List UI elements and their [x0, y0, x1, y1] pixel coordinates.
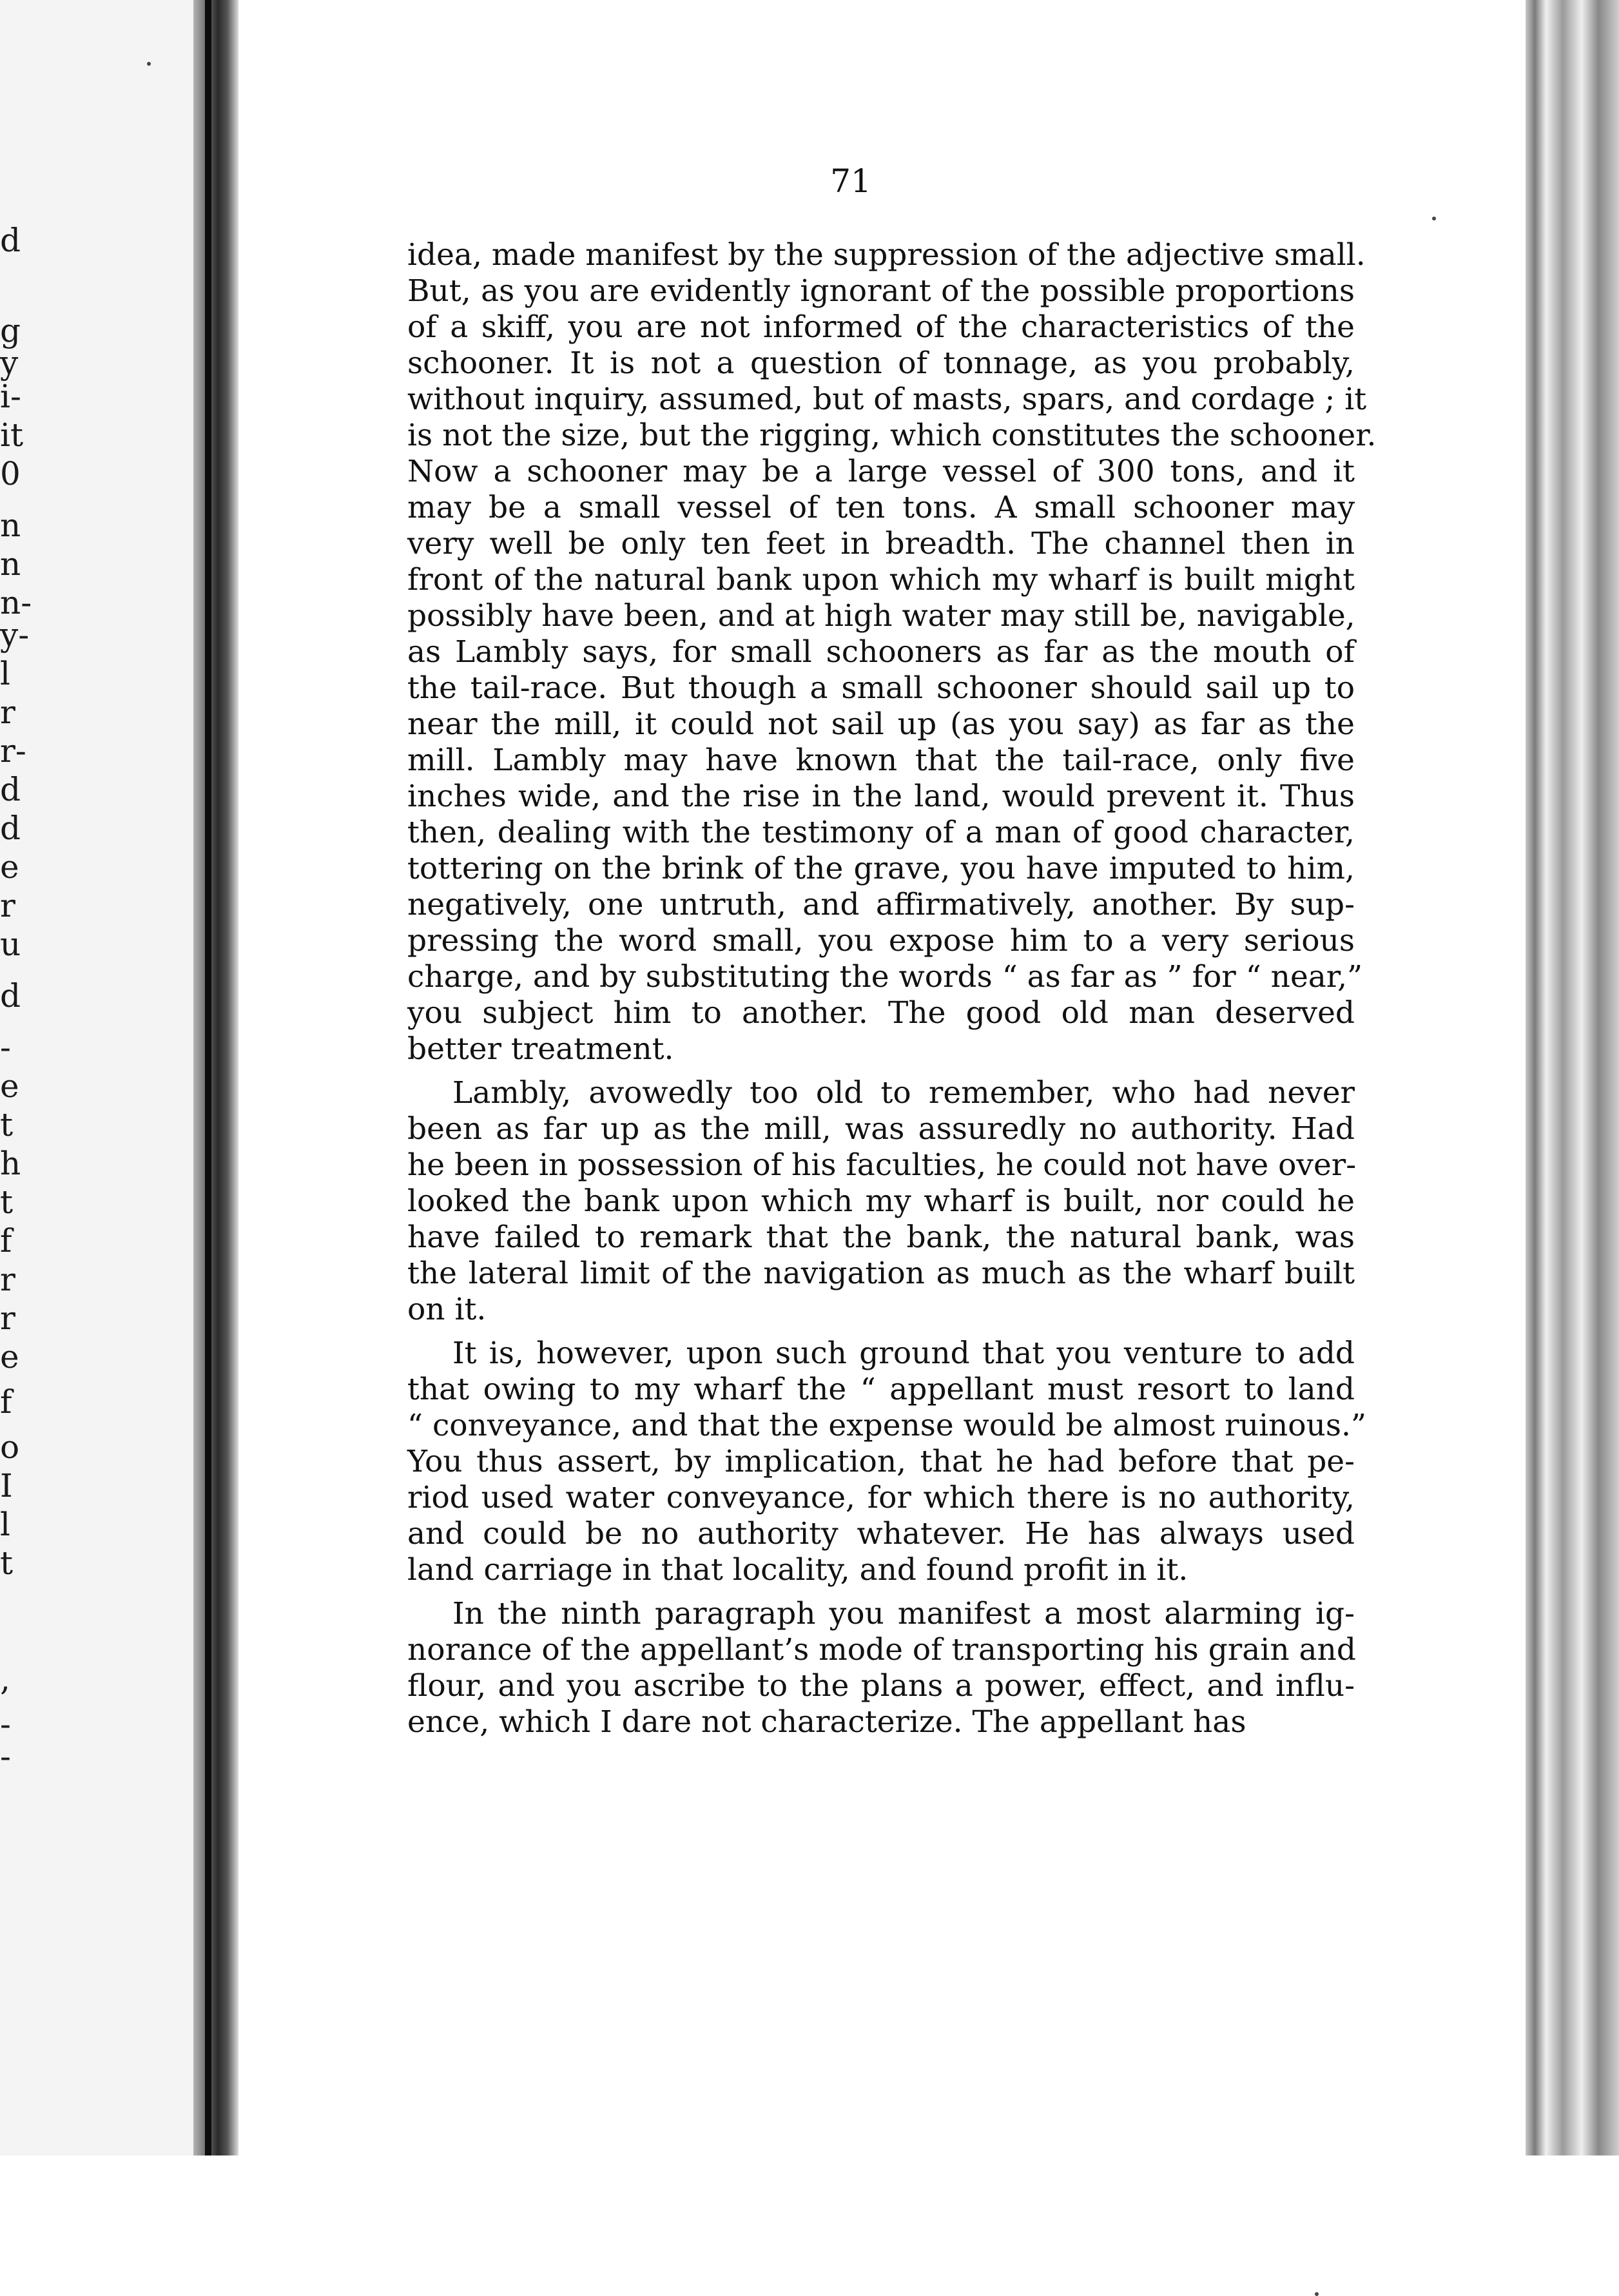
margin-fragment: f — [0, 1222, 12, 1260]
text-line: riod used water conveyance, for which there is no authority, — [407, 1480, 1355, 1515]
text-line: negatively, one untruth, and affirmatively, another. By sup- — [407, 887, 1355, 922]
margin-fragment: r — [0, 887, 15, 924]
margin-fragment: e — [0, 848, 19, 886]
margin-fragment: e — [0, 1338, 19, 1376]
text-line: mill. Lambly may have known that the tail-race, only five — [407, 743, 1355, 778]
text-line: that owing to my wharf the “ appellant must resort to land — [407, 1372, 1355, 1407]
text-line: very well be only ten feet in breadth. The channel then in — [407, 526, 1355, 561]
text-line: You thus assert, by implication, that he had before that pe- — [407, 1444, 1355, 1479]
text-line: inches wide, and the rise in the land, would prevent it. Thus — [407, 779, 1355, 814]
text-line: charge, and by substituting the words “ as far as ” for “ near,” — [407, 959, 1363, 995]
text-line: may be a small vessel of ten tons. A small schooner may — [407, 490, 1355, 525]
margin-fragment: y — [0, 344, 19, 382]
text-line: In the ninth paragraph you manifest a most alarming ig- — [452, 1596, 1355, 1631]
body-text — [407, 237, 1377, 1740]
margin-fragment: d — [0, 222, 21, 259]
margin-fragment: r- — [0, 732, 26, 770]
text-line: is not the size, but the rigging, which constitutes the schooner. — [407, 418, 1377, 453]
text-line: you subject him to another. The good old man deserved — [407, 995, 1355, 1031]
text-line: front of the natural bank upon which my wharf is built might — [407, 562, 1355, 598]
margin-fragment: t — [0, 1544, 14, 1582]
margin-fragment: i- — [0, 378, 21, 415]
speck — [1432, 217, 1436, 220]
text-line: schooner. It is not a question of tonnage, as you probably, — [407, 345, 1355, 381]
text-line: as Lambly says, for small schooners as far as the mouth of — [407, 634, 1355, 670]
facing-page-text-fragments — [0, 0, 193, 2155]
margin-fragment: 0 — [0, 455, 21, 492]
margin-fragment: f — [0, 1383, 12, 1421]
margin-fragment: , — [0, 1660, 10, 1698]
paragraph — [407, 1075, 1355, 1328]
margin-fragment: it — [0, 416, 24, 454]
text-line: near the mill, it could not sail up (as you say) as far as the — [407, 706, 1355, 742]
text-line: ence, which I dare not characterize. The appellant has — [407, 1704, 1246, 1740]
margin-fragment: - — [0, 1706, 11, 1743]
book-gutter — [205, 0, 211, 2155]
margin-fragment: n — [0, 507, 21, 544]
text-line: of a skiff, you are not informed of the characteristics of the — [407, 309, 1355, 345]
margin-fragment: g — [0, 312, 21, 349]
text-line: better treatment. — [407, 1031, 674, 1067]
text-line: It is, however, upon such ground that you venture to add — [452, 1336, 1355, 1371]
text-line: possibly have been, and at high water may still be, navigable, — [407, 598, 1355, 634]
text-line: the lateral limit of the navigation as much as the wharf built — [407, 1256, 1355, 1291]
text-line: Now a schooner may be a large vessel of 300 tons, and it — [407, 454, 1355, 489]
paragraph-gap — [407, 1328, 1355, 1336]
margin-fragment: n- — [0, 584, 32, 621]
speck — [147, 62, 151, 66]
page-number: 71 — [830, 162, 871, 200]
margin-fragment: e — [0, 1067, 19, 1105]
text-line: flour, and you ascribe to the plans a power, effect, and influ- — [407, 1668, 1355, 1704]
margin-fragment: l — [0, 1506, 10, 1543]
margin-fragment: - — [0, 1029, 11, 1066]
text-line: But, as you are evidently ignorant of the possible proportions — [407, 273, 1355, 309]
margin-fragment: r — [0, 1299, 15, 1337]
margin-fragment: u — [0, 926, 21, 963]
text-line: been as far up as the mill, was assuredly no authority. Had — [407, 1111, 1355, 1147]
margin-fragment: d — [0, 977, 21, 1015]
margin-fragment: t — [0, 1183, 14, 1221]
text-line: norance of the appellant’s mode of transporting his grain and — [407, 1632, 1356, 1668]
paragraph — [407, 1336, 1366, 1588]
margin-fragment: y- — [0, 616, 30, 654]
text-line: tottering on the brink of the grave, you have imputed to him, — [407, 851, 1355, 886]
text-line: without inquiry, assumed, but of masts, spars, and cordage ; it — [407, 382, 1367, 417]
text-line: looked the bank upon which my wharf is built, nor could he — [407, 1183, 1355, 1219]
margin-fragment: h — [0, 1145, 21, 1182]
book-gutter-shadow — [193, 0, 238, 2155]
paragraph-gap — [407, 1067, 1355, 1075]
margin-fragment: r — [0, 1261, 15, 1298]
text-line: pressing the word small, you expose him to a very serious — [407, 923, 1355, 958]
text-line: and could be no authority whatever. He has always used — [407, 1516, 1355, 1552]
text-line: idea, made manifest by the suppression of the adjective small. — [407, 237, 1366, 273]
text-line: “ conveyance, and that the expense would be almost ruinous.” — [407, 1408, 1366, 1443]
page-edges — [1526, 0, 1619, 2155]
text-line: he been in possession of his faculties, he could not have over- — [407, 1147, 1357, 1183]
text-line: Lambly, avowedly too old to remember, who had never — [452, 1075, 1355, 1111]
margin-fragment: I — [0, 1467, 13, 1504]
margin-fragment: l — [0, 655, 10, 692]
paragraph — [407, 237, 1377, 1067]
text-line: on it. — [407, 1292, 487, 1327]
margin-fragment: r — [0, 694, 15, 731]
text-line: land carriage in that locality, and found profit in it. — [407, 1552, 1188, 1588]
paragraph-gap — [407, 1588, 1355, 1596]
margin-fragment: d — [0, 771, 21, 808]
text-line: then, dealing with the testimony of a man of good character, — [407, 815, 1355, 850]
speck — [1315, 2292, 1319, 2296]
text-line: have failed to remark that the bank, the natural bank, was — [407, 1220, 1355, 1255]
margin-fragment: d — [0, 810, 21, 847]
paragraph — [407, 1596, 1355, 1740]
margin-fragment: n — [0, 545, 21, 583]
margin-fragment: t — [0, 1106, 14, 1143]
margin-fragment: o — [0, 1428, 20, 1466]
text-line: the tail-race. But though a small schooner should sail up to — [407, 670, 1355, 706]
margin-fragment: - — [0, 1738, 11, 1775]
